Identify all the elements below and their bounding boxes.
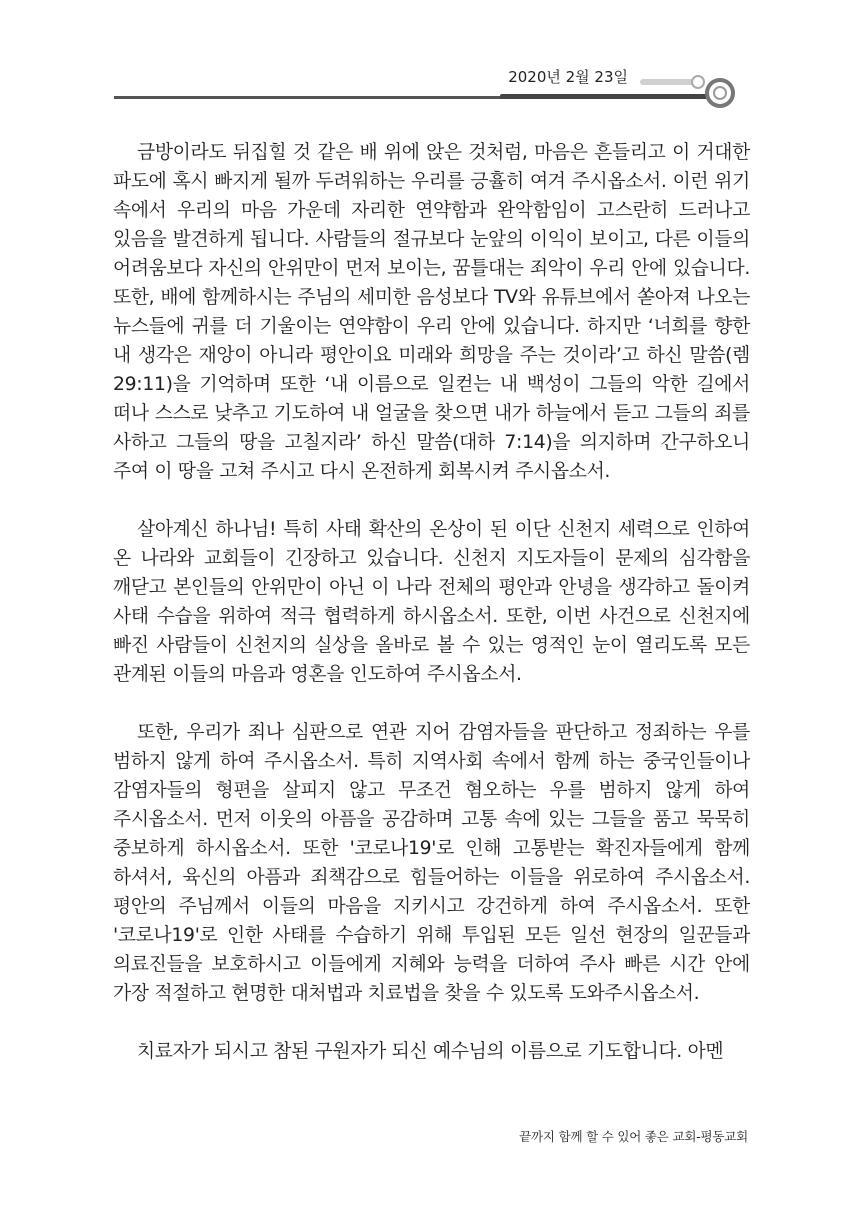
header-key-ornament-icon — [640, 70, 740, 112]
page-header — [0, 0, 860, 120]
paragraph: 또한, 우리가 죄나 심판으로 연관 지어 감염자들을 판단하고 정죄하는 우를 범하지 않게 하여 주시옵소서. 특히 지역사회 속에서 함께 하는 중국인들이나 감염자들의 형편을 살피지 않고 무조건 혐오하는 우를 범하지 않게 하여 주시옵소서. 먼저 이웃의 아픔을 공감하며 고통 속에 있는 그들을 품고 묵묵히 중보하게 하시옵소서. 또한 '코로나19'로 인해 고통받는 확진자들에게 함께 하셔서, 육신의 아픔과 죄책감으로 힘들어하는 이들을 위로하여 주시옵소서. 평안의 주님께서 이들의 마음을 지키시고 강건하게 하여 주시옵소서. 또한 '코로나19'로 인한 사태를 수습하기 위해 투입된 모든 일선 현장의 일꾼들과 의료진들을 보호하시고 이들에게 지혜와 능력을 더하여 주사 빠른 시간 안에 가장 적절하고 현명한 대처법과 치료법을 찾을 수 있도록 도와주시옵소서. — [113, 722, 750, 1004]
page-footer: 끝까지 함께 할 수 있어 좋은 교회-평동교회 — [519, 1129, 748, 1144]
header-date: 2020년 2월 23일 — [508, 68, 628, 86]
paragraph: 살아계신 하나님! 특히 사태 확산의 온상이 된 이단 신천지 세력으로 인하여 온 나라와 교회들이 긴장하고 있습니다. 신천지 지도자들이 문제의 심각함을 깨닫고 본인들의 안위만이 아닌 이 나라 전체의 평안과 안녕을 생각하고 돌이켜 사태 수습을 위하여 적극 협력하게 하시옵소서. 또한, 이번 사건으로 신천지에 빠진 사람들이 신천지의 실상을 올바로 볼 수 있는 영적인 눈이 열리도록 모든 관계된 이들의 마음과 영혼을 인도하여 주시옵소서. — [113, 519, 750, 685]
paragraph: 금방이라도 뒤집힐 것 같은 배 위에 앉은 것처럼, 마음은 흔들리고 이 거대한 파도에 혹시 빠지게 될까 두려워하는 우리를 긍휼히 여겨 주시옵소서. 이런 위기 속에서 우리의 마음 가운데 자리한 연약함과 완악함임이 고스란히 드러나고 있음을 발견하게 됩니다. 사람들의 절규보다 눈앞의 이익이 보이고, 다른 이들의 어려움보다 자신의 안위만이 먼저 보이는, 꿈틀대는 죄악이 우리 안에 있습니다. 또한, 배에 함께하시는 주님의 세미한 음성보다 TV와 유튜브에서 쏟아져 나오는 뉴스들에 귀를 더 기울이는 연약함이 우리 안에 있습니다. 하지만 ‘너희를 향한 내 생각은 재앙이 아니라 평안이요 미래와 희망을 주는 것이라’고 하신 말씀(렘 29:11)을 기억하며 또한 ‘내 이름으로 일컫는 내 백성이 그들의 악한 길에서 떠나 스스로 낮추고 기도하여 내 얼굴을 찾으면 내가 하늘에서 듣고 그들의 죄를 사하고 그들의 땅을 고칠지라’ 하신 말씀(대하 7:14)을 의지하며 간구하오니 주여 이 땅을 고쳐 주시고 다시 온전하게 회복시켜 주시옵소서. — [113, 142, 750, 482]
paragraph-closing: 치료자가 되시고 참된 구원자가 되신 예수님의 이름으로 기도합니다. 아멘 — [137, 1041, 724, 1062]
prayer-body — [113, 138, 750, 1066]
